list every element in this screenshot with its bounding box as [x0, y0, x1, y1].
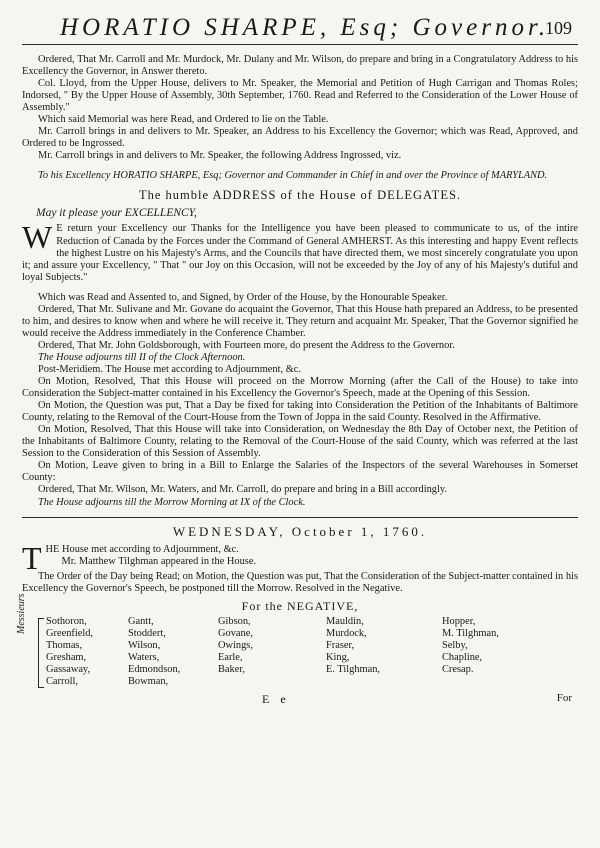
paragraph: Mr. Carroll brings in and delivers to Mr. Speaker, an Address to his Excellency the Governor; which was Read, Approved, and Ordered to be Ingrossed.: [22, 126, 578, 150]
paragraph: Col. Lloyd, from the Upper House, delivers to Mr. Speaker, the Memorial and Petition of Hugh Carrigan and Thomas Roles; Indorsed, " By the Upper House of Assembly, 30th September, 1760. Read and Referred to the Consideration of the Lower House of Assembly.": [22, 78, 578, 114]
name-column: [326, 616, 380, 676]
address-title: The humble ADDRESS of the House of DELEGATES.: [138, 188, 462, 203]
paragraph: Ordered, That Mr. Wilson, Mr. Waters, and Mr. Carroll, do prepare and bring in a Bill accordingly.: [38, 484, 447, 496]
address-text: E return your Excellency our Thanks for the Intelligence you have been pleased to communicate to us, of the intire Reduction of Canada by the Forces under the Command of General AMHERST. As this interesting and happy Event reflects the highest Lustre on his Majesty's Arms, and the Councils that have directed them, we most sincerely congratulate you upon it; and assure your Excellency, " That " our Joy on this Occasion, will not be exceeded by the Joy of any of his Majesty's dutiful and loyal Subjects.": [22, 223, 578, 283]
member-name: Waters,: [128, 651, 160, 663]
paragraph: On Motion, Resolved, That this House will take into Consideration, on Wednesday the 8th Day of October next, the Petition of the Inhabitants of Baltimore County, relating to the Removal of the Court-House of the said County, which was referred at the last Session to the Consideration of this Session of Assembly.: [22, 424, 578, 460]
paragraph: Ordered, That Mr. John Goldsborough, with Fourteen more, do present the Address to the Governor.: [38, 339, 455, 351]
member-name: Fraser,: [326, 639, 355, 651]
name-column: [442, 616, 499, 676]
member-name: Govane,: [218, 627, 253, 639]
member-name: Bowman,: [128, 675, 169, 687]
paragraph: Mr. Carroll brings in and delivers to Mr. Speaker, the following Address Ingrossed, viz.: [38, 150, 402, 162]
paragraph: On Motion, Resolved, That this House will proceed on the Morrow Morning (after the Call of the House) to take into Consideration the Subject-matter contained in his Excellency the Governor's Speech, made at the Opening of this Session.: [22, 376, 578, 400]
member-name: Hopper,: [442, 615, 476, 627]
paragraph: HE House met according to Adjournment, &c.: [45, 543, 239, 555]
paragraph: Ordered, That Mr. Sulivane and Mr. Govane do acquaint the Governor, That this House hath prepared an Address, to be presented to him, and desires to know when and where he will receive it. They return and acquaint Mr. Speaker, That the Governor signified he would receive the Address immediately in the Conference Chamber.: [22, 303, 578, 339]
side-label: Messieurs: [16, 593, 27, 634]
paragraph: On Motion, the Question was put, That a Day be fixed for taking into Consideration the Petition of the Inhabitants of Baltimore County, relating to the Removal of the Court-House from the Town of Joppa in the said County. Resolved in the Affirmative.: [22, 400, 578, 424]
member-name: Baker,: [218, 663, 245, 675]
paragraph: Mr. Matthew Tilghman appeared in the House.: [61, 555, 257, 567]
page-footer: [22, 692, 578, 708]
member-name: Gantt,: [128, 615, 154, 627]
member-name: Stoddert,: [128, 627, 166, 639]
catchword: For: [556, 691, 572, 704]
paragraph: Which was Read and Assented to, and Signed, by Order of the House, by the Honourable Speaker.: [38, 291, 448, 303]
member-name: Greenfield,: [46, 627, 94, 639]
member-name: Gibson,: [218, 615, 251, 627]
vote-heading: For the NEGATIVE,: [241, 598, 359, 613]
member-name: Gassaway,: [46, 663, 91, 675]
page-number: 109: [545, 18, 572, 38]
member-name: Wilson,: [128, 639, 161, 651]
member-name: E. Tilghman,: [326, 663, 380, 675]
day-heading: WEDNESDAY, October 1, 1760.: [172, 523, 428, 539]
member-name: Chapline,: [442, 651, 483, 663]
member-name: Sothoron,: [46, 615, 87, 627]
drop-cap: W: [22, 219, 53, 256]
address-recipient: To his Excellency HORATIO SHARPE, Esq; Governor and Commander in Chief in and over the Province of MARYLAND.: [38, 170, 548, 182]
page-title: HORATIO SHARPE, Esq; Governor.: [60, 14, 550, 41]
member-name: Murdock,: [326, 627, 367, 639]
paragraph: The House adjourns till the Morrow Morning at IX of the Clock.: [38, 496, 306, 508]
member-name: Owings,: [218, 639, 253, 651]
paragraph: Post-Meridiem. The House met according to Adjournment, &c.: [38, 363, 301, 375]
drop-cap: T: [22, 539, 42, 576]
signature-mark: E e: [262, 691, 290, 706]
member-name: M. Tilghman,: [442, 627, 499, 639]
brace: [38, 618, 44, 688]
name-column: [46, 616, 93, 688]
member-name: Edmondson,: [128, 663, 181, 675]
running-header: [22, 8, 578, 45]
name-column: [128, 616, 180, 688]
book-page: [16, 8, 578, 708]
section-divider: [22, 517, 578, 518]
paragraph: On Motion, Leave given to bring in a Bill to Enlarge the Salaries of the Inspectors of the several Warehouses in Somerset County:: [22, 460, 578, 484]
member-name: Cresap.: [442, 663, 474, 675]
name-column: [218, 616, 253, 676]
member-name: Carroll,: [46, 675, 79, 687]
member-name: Earle,: [218, 651, 243, 663]
paragraph: The Order of the Day being Read; on Motion, the Question was put, That the Consideration of the Subject-matter contained in his Excellency the Governor's Speech, be postponed till the Morrow. Resolved in the Negative.: [22, 570, 578, 594]
member-name: Selby,: [442, 639, 468, 651]
salutation: May it please your EXCELLENCY,: [36, 207, 197, 220]
paragraph: Ordered, That Mr. Carroll and Mr. Murdock, Mr. Dulany and Mr. Wilson, do prepare and bring in a Congratulatory Address to his Excellency the Governor, in Answer thereto.: [22, 54, 578, 78]
paragraph: The House adjourns till II of the Clock Afternoon.: [38, 351, 246, 363]
address-body: [22, 219, 578, 283]
member-name: Thomas,: [46, 639, 83, 651]
wednesday-opening: [22, 539, 578, 576]
member-name: Mauldin,: [326, 615, 364, 627]
member-name: King,: [326, 651, 350, 663]
paragraph: Which said Memorial was here Read, and Ordered to lie on the Table.: [38, 114, 329, 126]
member-name: Gresham,: [46, 651, 87, 663]
